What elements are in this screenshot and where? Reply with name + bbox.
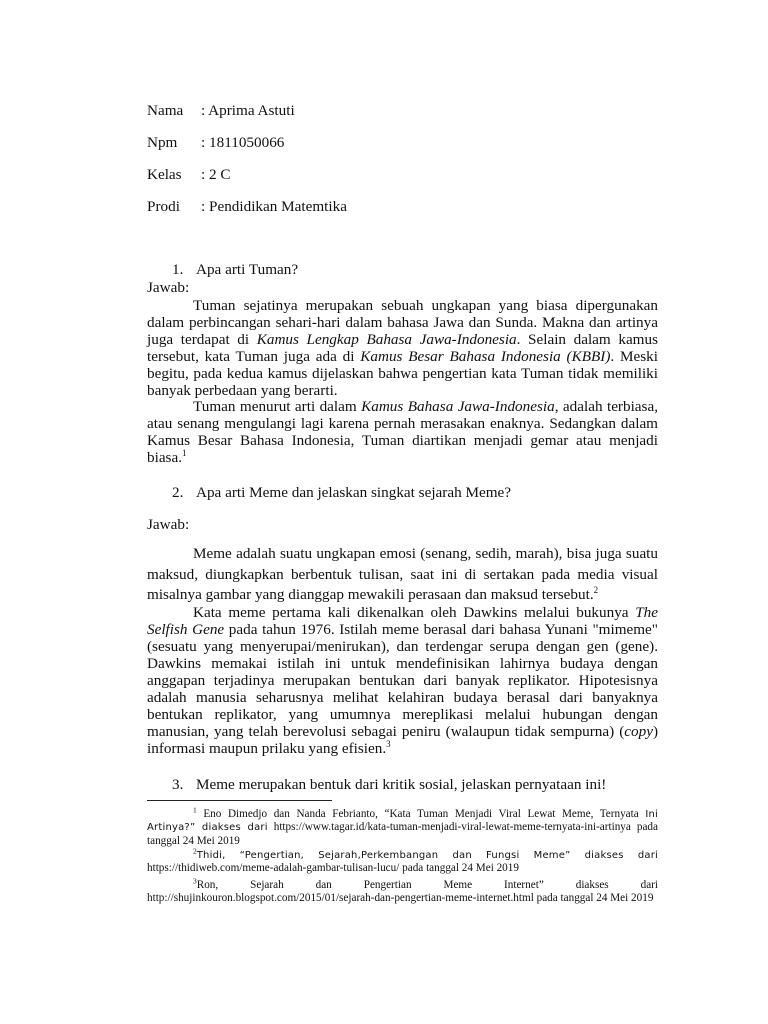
answer-2-paragraph-1: Meme adalah suatu ungkapan emosi (senang, sedih, marah), bisa juga suatu maksud, diungkapkan berbentuk tulisan, saat ini di sertakan pada media visual misalnya gambar yang dianggap mewakili perasaan dan maksud tersebut.$^2$: [147, 545, 658, 603]
question-1: [172, 261, 298, 279]
name-label: Nama: [147, 102, 184, 119]
question-2: [172, 484, 511, 502]
answer-1-paragraph-2: Tuman menurut arti dalam Kamus Bahasa Jawa-Indonesia, adalah terbiasa, atau senang mengulangi lagi karena pernah merasakan enaknya. Sedangkan dalam Kamus Besar Bahasa Indonesia, Tuman diartikan menjadi gemar atau menjadi biasa.$^1$: [147, 398, 658, 466]
answer-1-label: Jawab:: [147, 279, 190, 296]
name-value: : Aprima Astuti: [201, 102, 295, 119]
footnote-separator: [147, 800, 332, 801]
footnote-ref-1[interactable]: 1: [182, 447, 187, 458]
footnote-2: $^2$Thidi, “Pengertian, Sejarah,Perkembangan dan Fungsi Meme” diakses dari https://thidiweb.com/meme-adalah-gambar-tulisan-lucu/ pada tanggal 24 Mei 2019: [147, 846, 658, 875]
question-3: [172, 776, 606, 794]
question-2-text: Apa arti Meme dan jelaskan singkat sejarah Meme?: [196, 484, 512, 501]
question-3-text: Meme merupakan bentuk dari kritik sosial, jelaskan pernyataan ini!: [196, 776, 607, 793]
footnote-ref-2[interactable]: 2: [593, 584, 599, 595]
footnote-ref-3[interactable]: 3: [386, 738, 391, 749]
question-2-number: 2.: [172, 484, 184, 501]
npm-label: Npm: [147, 134, 178, 151]
answer-2-label: Jawab:: [147, 516, 190, 533]
prodi-label: Prodi: [147, 198, 180, 215]
footnote-3: $^3$Ron, Sejarah dan Pengertian Meme Internet” diakses dari http://shujinkouron.blogspot.com/2015/01/sejarah-dan-pengertian-meme-internet.html pada tanggal 24 Mei 2019: [147, 876, 658, 905]
question-3-number: 3.: [172, 776, 184, 793]
question-1-text: Apa arti Tuman?: [196, 261, 299, 278]
question-1-number: 1.: [172, 261, 184, 278]
answer-2-paragraph-2: Kata meme pertama kali dikenalkan oleh Dawkins melalui bukunya The Selfish Gene pada tahun 1976. Istilah meme berasal dari bahasa Yunani "mimeme" (sesuatu yang menyerupai/menirukan), dan terdengar serupa dengan gen (gene). Dawkins memakai istilah ini untuk mendefinisikan lahirnya budaya dengan anggapan terjadinya merupakan bentukan dari banyak replikator. Hipotesisnya adalah manusia seharusnya melihat kelahiran budaya berasal dari banyaknya bentukan replikator, yang umumnya mereplikasi melalui hubungan dengan manusian, yang telah berevolusi sebagai peniru (walaupun tidak sempurna) (copy) informasi maupun prilaku yang efisien.$^3$: [147, 604, 658, 757]
npm-value: : 1811050066: [201, 134, 285, 151]
prodi-value: : Pendidikan Matemtika: [201, 198, 347, 215]
footnote-1: $^1$ Eno Dimedjo dan Nanda Febrianto, “Kata Tuman Menjadi Viral Lewat Meme, Ternyata Ini Artinya?” diakses dari https://www.tagar.id/kata-tuman-menjadi-viral-lewat-meme-ternyata-ini-artinya pada tanggal 24 Mei 2019: [147, 805, 658, 847]
answer-1-paragraph-1: Tuman sejatinya merupakan sebuah ungkapan yang biasa dipergunakan dalam perbincangan sehari-hari dalam bahasa Jawa dan Sunda. Makna dan artinya juga terdapat di Kamus Lengkap Bahasa Jawa-Indonesia. Selain dalam kamus tersebut, kata Tuman juga ada di Kamus Besar Bahasa Indonesia (KBBI). Meski begitu, pada kedua kamus dijelaskan bahwa pengertian kata Tuman tidak memiliki banyak perbedaan yang berarti.: [147, 297, 658, 399]
class-label: Kelas: [147, 166, 182, 183]
class-value: : 2 C: [201, 166, 231, 183]
